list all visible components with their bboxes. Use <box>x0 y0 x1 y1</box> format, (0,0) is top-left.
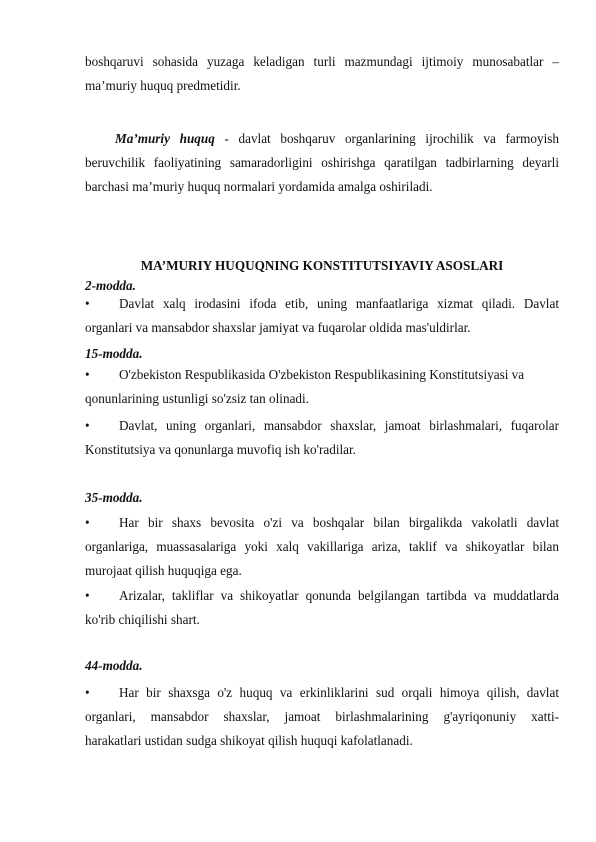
article-title-15: 15-modda. <box>85 346 143 361</box>
article-35-item-1-line-2: organlariga, muassasalariga yoki xalq vakillariga ariza, taklif va shikoyatlar bilan <box>85 539 559 554</box>
article-44-item-1-line-1: Har bir shaxsga o'z huquq va erkinliklarini sud orqali himoya qilish, davlat <box>119 685 559 700</box>
section-heading: MA’MURIY HUQUQNING KONSTITUTSIYAVIY ASOSLARI <box>140 258 504 273</box>
bullet-icon: • <box>85 418 90 433</box>
article-44-item-1-line-2: organlari, mansabdor shaxslar, jamoat birlashmalarining g'ayriqonuniy xatti- <box>85 709 559 724</box>
bullet-icon: • <box>85 515 90 530</box>
article-15-item-1-line-1: O'zbekiston Respublikasida O'zbekiston Respublikasining Konstitutsiyasi va <box>119 367 525 382</box>
article-35-item-1-line-1: Har bir shaxs bevosita o'zi va boshqalar bilan birgalikda vakolatli davlat <box>119 515 559 530</box>
definition-line-2: beruvchilik faoliyatining samaradorligini oshirishga qaratilgan tadbirlarning deyarli <box>85 155 559 170</box>
article-title-2: 2-modda. <box>85 278 136 293</box>
article-15-item-1 <box>85 363 559 411</box>
article-title-35: 35-modda. <box>85 490 143 505</box>
definition-term: Ma’muriy huquq <box>115 131 215 146</box>
article-35-item-2 <box>85 584 559 632</box>
article-15-item-2-line-2: Konstitutsiya va qonunlarga muvofiq ish ko'radilar. <box>85 442 356 457</box>
bullet-icon: • <box>85 588 90 603</box>
article-35-item-1-line-3: murojaat qilish huquqiga ega. <box>85 563 242 578</box>
article-44-item-1-line-3: harakatlari ustidan sudga shikoyat qilish huquqi kafolatlanadi. <box>85 733 413 748</box>
definition-line-1-rest: - davlat boshqaruv organlarining ijrochilik va farmoyish <box>214 131 559 146</box>
article-35-item-2-line-1: Arizalar, takliflar va shikoyatlar qonunda belgilangan tartibda va muddatlarda <box>119 588 559 603</box>
definition-line-1 <box>85 127 559 151</box>
article-35-item-2-line-2: ko'rib chiqilishi shart. <box>85 612 200 627</box>
intro-paragraph <box>85 50 559 98</box>
article-2-item-1-line-1: Davlat xalq irodasini ifoda etib, uning manfaatlariga xizmat qiladi. Davlat <box>119 296 559 311</box>
article-2-item-1 <box>85 292 559 340</box>
definition-paragraph <box>85 127 559 199</box>
article-15-item-1-line-2: qonunlarining ustunligi so'zsiz tan olinadi. <box>85 391 309 406</box>
article-35-item-1 <box>85 511 559 583</box>
definition-line-3: barchasi ma’muriy huquq normalari yordamida amalga oshiriladi. <box>85 179 433 194</box>
article-15-item-2 <box>85 414 559 462</box>
bullet-icon: • <box>85 685 90 700</box>
bullet-icon: • <box>85 367 90 382</box>
bullet-icon: • <box>85 296 90 311</box>
intro-line-1: boshqaruvi sohasida yuzaga keladigan turli mazmundagi ijtimoiy munosabatlar – <box>85 54 559 69</box>
article-2-item-1-line-2: organlari va mansabdor shaxslar jamiyat va fuqarolar oldida mas'uldirlar. <box>85 320 471 335</box>
article-44-item-1 <box>85 681 559 753</box>
intro-line-2: ma’muriy huquq predmetidir. <box>85 78 241 93</box>
article-15-item-2-line-1: Davlat, uning organlari, mansabdor shaxslar, jamoat birlashmalari, fuqarolar <box>119 418 559 433</box>
article-title-44: 44-modda. <box>85 658 143 673</box>
